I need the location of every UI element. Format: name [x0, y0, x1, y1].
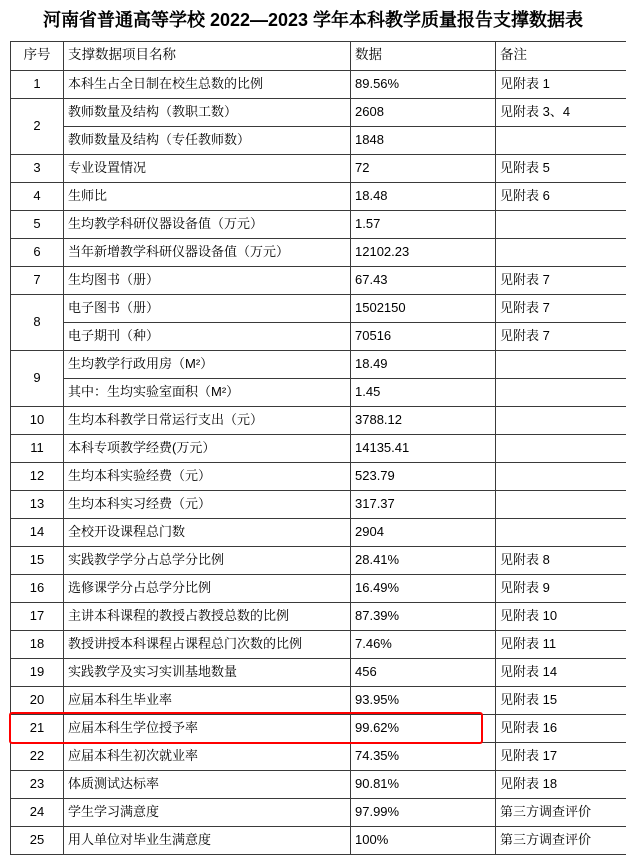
row-value: 456 [351, 658, 496, 686]
row-name: 实践教学及实习实训基地数量 [64, 658, 351, 686]
row-value: 2608 [351, 98, 496, 126]
row-name: 专业设置情况 [64, 154, 351, 182]
row-note: 见附表 17 [496, 742, 626, 770]
support-data-table [10, 41, 626, 855]
table-body [11, 70, 626, 854]
table-row [11, 266, 626, 294]
table-row [11, 126, 626, 154]
row-note: 见附表 16 [496, 714, 626, 742]
row-name: 应届本科生初次就业率 [64, 742, 351, 770]
row-name: 生均教学行政用房（M²） [64, 350, 351, 378]
table-row [11, 462, 626, 490]
row-note [496, 462, 626, 490]
row-index: 24 [11, 798, 64, 826]
row-index: 15 [11, 546, 64, 574]
table-row [11, 546, 626, 574]
table-row [11, 630, 626, 658]
table-row [11, 322, 626, 350]
row-index: 17 [11, 602, 64, 630]
row-name: 应届本科生学位授予率 [64, 714, 351, 742]
row-note [496, 350, 626, 378]
row-name: 教师数量及结构（专任教师数） [64, 126, 351, 154]
row-value: 100% [351, 826, 496, 854]
row-value: 70516 [351, 322, 496, 350]
row-note: 见附表 10 [496, 602, 626, 630]
row-name: 其中：生均实验室面积（M²） [64, 378, 351, 406]
row-value: 93.95% [351, 686, 496, 714]
row-value: 317.37 [351, 490, 496, 518]
row-value: 16.49% [351, 574, 496, 602]
table-row [11, 658, 626, 686]
row-name: 体质测试达标率 [64, 770, 351, 798]
row-note: 见附表 18 [496, 770, 626, 798]
row-note: 见附表 7 [496, 322, 626, 350]
row-note [496, 126, 626, 154]
row-index: 11 [11, 434, 64, 462]
row-name: 本科生占全日制在校生总数的比例 [64, 70, 351, 98]
row-name: 主讲本科课程的教授占教授总数的比例 [64, 602, 351, 630]
table-row [11, 602, 626, 630]
row-index: 1 [11, 70, 64, 98]
row-note [496, 378, 626, 406]
row-name: 生均本科实习经费（元） [64, 490, 351, 518]
table-row [11, 350, 626, 378]
row-note: 第三方调查评价 [496, 826, 626, 854]
row-name: 生均本科教学日常运行支出（元） [64, 406, 351, 434]
row-note: 见附表 14 [496, 658, 626, 686]
table-row [11, 210, 626, 238]
row-name: 用人单位对毕业生满意度 [64, 826, 351, 854]
table-row [11, 434, 626, 462]
row-name: 电子期刊（种） [64, 322, 351, 350]
row-index: 25 [11, 826, 64, 854]
table-row [11, 574, 626, 602]
table-row [11, 70, 626, 98]
row-index: 8 [11, 294, 64, 350]
row-value: 97.99% [351, 798, 496, 826]
row-note: 见附表 8 [496, 546, 626, 574]
table-row [11, 742, 626, 770]
table-row [11, 98, 626, 126]
table-row [11, 154, 626, 182]
table-row-highlighted [11, 714, 626, 742]
row-name: 生均图书（册） [64, 266, 351, 294]
row-index: 22 [11, 742, 64, 770]
row-name: 实践教学学分占总学分比例 [64, 546, 351, 574]
row-value: 72 [351, 154, 496, 182]
row-value: 99.62% [351, 714, 496, 742]
row-value: 1848 [351, 126, 496, 154]
row-name: 选修课学分占总学分比例 [64, 574, 351, 602]
row-note: 见附表 1 [496, 70, 626, 98]
row-index: 10 [11, 406, 64, 434]
column-header-value: 数据 [351, 41, 496, 70]
row-note: 见附表 11 [496, 630, 626, 658]
column-header-name: 支撑数据项目名称 [64, 41, 351, 70]
row-index: 19 [11, 658, 64, 686]
row-note [496, 210, 626, 238]
row-value: 3788.12 [351, 406, 496, 434]
row-index: 23 [11, 770, 64, 798]
row-index: 12 [11, 462, 64, 490]
row-index: 14 [11, 518, 64, 546]
row-index: 20 [11, 686, 64, 714]
table-row [11, 238, 626, 266]
row-name: 生均本科实验经费（元） [64, 462, 351, 490]
table-row [11, 798, 626, 826]
row-value: 28.41% [351, 546, 496, 574]
table-row [11, 518, 626, 546]
row-value: 18.49 [351, 350, 496, 378]
row-note [496, 518, 626, 546]
row-value: 523.79 [351, 462, 496, 490]
row-index: 4 [11, 182, 64, 210]
row-note: 见附表 5 [496, 154, 626, 182]
row-value: 7.46% [351, 630, 496, 658]
row-index: 3 [11, 154, 64, 182]
row-index: 18 [11, 630, 64, 658]
table-row [11, 770, 626, 798]
row-note: 见附表 15 [496, 686, 626, 714]
row-note: 第三方调查评价 [496, 798, 626, 826]
row-name: 教师数量及结构（教职工数） [64, 98, 351, 126]
row-index: 5 [11, 210, 64, 238]
row-value: 18.48 [351, 182, 496, 210]
row-name: 电子图书（册） [64, 294, 351, 322]
row-name: 教授讲授本科课程占课程总门次数的比例 [64, 630, 351, 658]
table-row [11, 686, 626, 714]
row-index: 7 [11, 266, 64, 294]
row-name: 全校开设课程总门数 [64, 518, 351, 546]
row-name: 本科专项教学经费(万元） [64, 434, 351, 462]
table-row [11, 406, 626, 434]
page-title: 河南省普通高等学校 2022—2023 学年本科教学质量报告支撑数据表 [10, 0, 616, 41]
row-note: 见附表 7 [496, 266, 626, 294]
table-header-row [11, 41, 626, 70]
row-value: 1.57 [351, 210, 496, 238]
row-index: 16 [11, 574, 64, 602]
row-name: 学生学习满意度 [64, 798, 351, 826]
row-index: 21 [11, 714, 64, 742]
row-name: 当年新增教学科研仪器设备值（万元） [64, 238, 351, 266]
row-index: 2 [11, 98, 64, 154]
table-row [11, 826, 626, 854]
row-value: 87.39% [351, 602, 496, 630]
column-header-note: 备注 [496, 41, 626, 70]
row-note [496, 434, 626, 462]
row-name: 应届本科生毕业率 [64, 686, 351, 714]
table-row [11, 378, 626, 406]
row-value: 12102.23 [351, 238, 496, 266]
row-value: 89.56% [351, 70, 496, 98]
row-value: 1502150 [351, 294, 496, 322]
row-note: 见附表 6 [496, 182, 626, 210]
row-note: 见附表 7 [496, 294, 626, 322]
column-header-index: 序号 [11, 41, 64, 70]
row-note [496, 238, 626, 266]
row-value: 1.45 [351, 378, 496, 406]
row-note [496, 490, 626, 518]
row-value: 90.81% [351, 770, 496, 798]
table-row [11, 182, 626, 210]
row-index: 9 [11, 350, 64, 406]
row-index: 13 [11, 490, 64, 518]
row-note: 见附表 3、4 [496, 98, 626, 126]
row-note [496, 406, 626, 434]
row-value: 67.43 [351, 266, 496, 294]
row-value: 14135.41 [351, 434, 496, 462]
row-value: 74.35% [351, 742, 496, 770]
row-index: 6 [11, 238, 64, 266]
row-name: 生均教学科研仪器设备值（万元） [64, 210, 351, 238]
table-header [11, 41, 626, 70]
row-note: 见附表 9 [496, 574, 626, 602]
table-row [11, 490, 626, 518]
row-value: 2904 [351, 518, 496, 546]
table-row [11, 294, 626, 322]
row-name: 生师比 [64, 182, 351, 210]
